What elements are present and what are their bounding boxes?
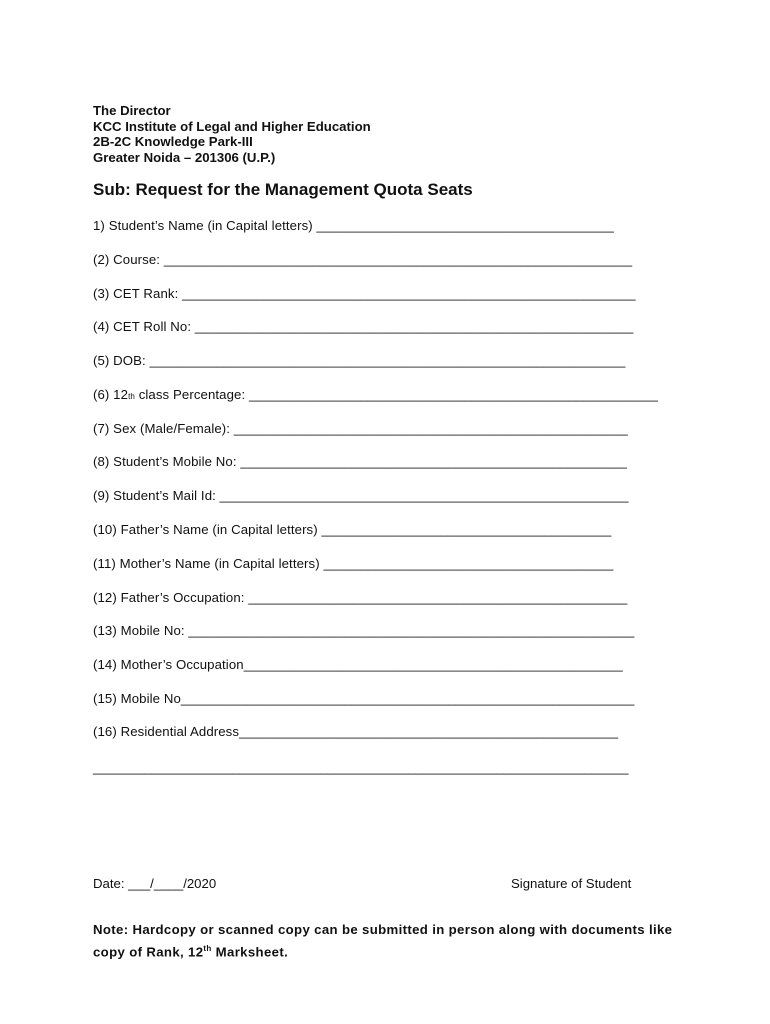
signature-label: Signature of Student — [511, 876, 632, 891]
field-cet-rank — [93, 286, 636, 301]
field-label: 1) Student’s Name (in Capital letters) — [93, 218, 317, 233]
recipient-title: The Director — [93, 103, 171, 118]
field-blank[interactable]: ___________________________________________________________ — [194, 319, 634, 334]
field-mother-mobile — [93, 691, 634, 706]
field-residential-address — [93, 724, 618, 739]
field-label: (2) Course: — [93, 252, 164, 267]
field-mother-name — [93, 556, 613, 571]
field-blank[interactable]: _____________________________________________________ — [233, 421, 628, 436]
field-sex — [93, 421, 628, 436]
field-label: (6) 12 — [93, 387, 129, 402]
field-dob — [93, 353, 625, 368]
field-label: (15) Mobile No — [93, 691, 181, 706]
field-blank[interactable]: ___________________________________________________ — [239, 724, 619, 739]
field-blank[interactable]: _______________________________________________________ — [219, 488, 629, 503]
submission-note — [93, 920, 693, 961]
address-city: Greater Noida – 201306 (U.P.) — [93, 149, 276, 165]
field-blank[interactable]: _______________________________________ — [323, 556, 614, 571]
field-blank[interactable]: ____________________________________________________ — [240, 454, 627, 469]
field-mother-occupation — [93, 657, 623, 672]
field-blank[interactable]: ___________________________________________________ — [243, 657, 623, 672]
field-father-occupation — [93, 590, 627, 605]
field-blank[interactable]: _______________________________________________________ — [249, 387, 658, 402]
field-12th-percentage — [93, 387, 658, 402]
field-course — [93, 252, 632, 267]
institute-name: KCC Institute of Legal and Higher Education — [93, 118, 371, 134]
field-label: (8) Student’s Mobile No: — [93, 454, 241, 469]
field-cet-roll-no — [93, 319, 633, 334]
field-blank[interactable]: ___________________________________________________ — [248, 590, 628, 605]
field-label-superscript: th — [128, 392, 135, 401]
field-father-mobile — [93, 623, 634, 638]
field-blank[interactable]: _____________________________________________________________ — [182, 286, 636, 301]
date-field[interactable]: Date: ___/____/2020 — [93, 876, 217, 891]
field-label: (9) Student’s Mail Id: — [93, 488, 220, 503]
field-student-mobile — [93, 454, 627, 469]
field-label: (4) CET Roll No: — [93, 319, 195, 334]
field-blank[interactable]: _______________________________________ — [321, 522, 612, 537]
field-blank[interactable]: _____________________________________________________________ — [180, 691, 635, 706]
field-label: (7) Sex (Male/Female): — [93, 421, 234, 436]
field-label: class Percentage: — [134, 387, 249, 402]
field-label: (3) CET Rank: — [93, 286, 183, 301]
address-continuation-line[interactable]: _________________________________________________________________________ — [93, 760, 629, 775]
address-street: 2B-2C Knowledge Park-III — [93, 134, 253, 149]
note-text-end: Marksheet. — [211, 944, 289, 960]
field-label: (14) Mother’s Occupation — [93, 657, 244, 672]
field-label: (5) DOB: — [93, 353, 150, 368]
field-father-name — [93, 522, 611, 537]
field-blank[interactable]: ____________________________________________________________ — [188, 623, 635, 638]
field-blank[interactable]: _______________________________________________________________ — [163, 252, 633, 267]
field-blank[interactable]: ________________________________________________________________ — [149, 353, 626, 368]
field-label: (11) Mother’s Name (in Capital letters) — [93, 556, 324, 571]
field-student-mail — [93, 488, 629, 503]
field-label: (13) Mobile No: — [93, 623, 189, 638]
field-label: (12) Father’s Occupation: — [93, 590, 249, 605]
field-label: (10) Father’s Name (in Capital letters) — [93, 522, 322, 537]
field-blank[interactable]: ________________________________________ — [316, 218, 614, 233]
subject-heading: Sub: Request for the Management Quota Seats — [93, 180, 473, 199]
field-student-name — [93, 218, 614, 233]
field-label: (16) Residential Address — [93, 724, 240, 739]
recipient-address — [93, 103, 371, 165]
note-superscript: th — [203, 944, 212, 953]
note-text: Note: Hardcopy or scanned copy can be submitted in person along with documents like copy of Rank, 12 — [93, 922, 673, 960]
